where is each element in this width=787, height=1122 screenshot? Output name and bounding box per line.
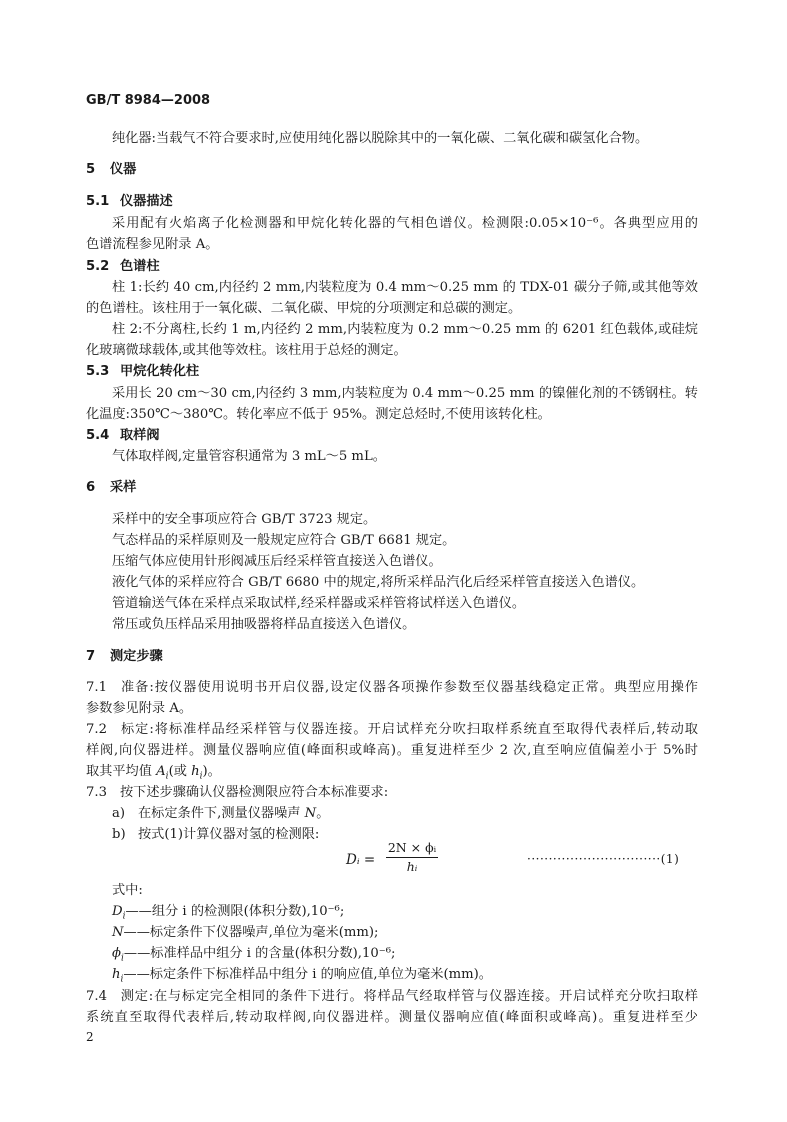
section-5-4-heading bbox=[86, 427, 160, 444]
definition-line: $\phi_i——$标准样品中组分 i 的含量(体积分数),10⁻⁶; bbox=[112, 946, 396, 964]
paragraph-line: 采用配有火焰离子化检测器和甲烷化转化器的气相色谱仪。检测限:0.05×10⁻⁶。各典型应用的 bbox=[112, 216, 698, 231]
section-5-1-heading bbox=[86, 193, 173, 210]
sampling-line: 气态样品的采样原则及一般规定应符合 GB/T 6681 规定。 bbox=[112, 533, 456, 548]
equation-number: ·······························(1) bbox=[527, 852, 680, 866]
formula-lhs: Dᵢ = bbox=[346, 852, 376, 868]
section-5-heading bbox=[86, 161, 136, 178]
sampling-line: 采样中的安全事项应符合 GB/T 3723 规定。 bbox=[112, 512, 377, 527]
symbol-h: h bbox=[191, 764, 200, 779]
section-number: 5.3 bbox=[86, 364, 110, 379]
paragraph-line: 系统直至取得代表样后,转动取样阀,向仪器进样。测量仪器响应值(峰面积或峰高)。重复进样至少 bbox=[86, 1010, 698, 1025]
section-number: 5.4 bbox=[86, 428, 110, 443]
section-title: 甲烷化转化柱 bbox=[120, 364, 200, 379]
purifier-paragraph: 纯化器:当载气不符合要求时,应使用纯化器以脱除其中的一氧化碳、二氧化碳和碳氢化合物。 bbox=[112, 131, 649, 146]
paragraph-line: 柱 2:不分离柱,长约 1 m,内径约 2 mm,内装粒度为 0.2 mm～0.25 mm 的 6201 红色载体,或硅烷 bbox=[112, 322, 698, 337]
definition-line: $D_i——$组分 i 的检测限(体积分数),10⁻⁶; bbox=[112, 904, 345, 922]
list-item-a: a) 在标定条件下,测量仪器噪声 N。 bbox=[112, 806, 330, 821]
formula-denominator: hᵢ bbox=[406, 859, 418, 874]
section-title: 色谱柱 bbox=[120, 259, 160, 274]
where-intro: 式中: bbox=[112, 883, 143, 898]
section-title: 取样阀 bbox=[120, 428, 160, 443]
paragraph-line: 参数参见附录 A。 bbox=[86, 701, 193, 716]
section-number: 7 bbox=[86, 649, 96, 664]
section-6-heading bbox=[86, 479, 136, 496]
formula-numerator: 2N × ϕᵢ bbox=[387, 840, 437, 855]
section-number: 7.3 bbox=[86, 785, 107, 800]
paragraph-line bbox=[86, 721, 698, 738]
list-text: 在标定条件下,测量仪器噪声 bbox=[138, 806, 305, 821]
paragraph-line bbox=[86, 784, 388, 801]
section-5-3-heading bbox=[86, 363, 199, 380]
paragraph-text: 测定:在与标定完全相同的条件下进行。将样品气经取样管与仪器连接。开启试样充分吹扫取样 bbox=[120, 989, 698, 1004]
paragraph-line: 取其平均值 $A_i$(或 $h_i$)。 bbox=[86, 764, 221, 782]
definition-line: $h_i——$标定条件下标准样品中组分 i 的响应值,单位为毫米(mm)。 bbox=[112, 967, 492, 985]
symbol-a: A bbox=[156, 764, 166, 779]
paragraph-line: 的色谱柱。该柱用于一氧化碳、二氧化碳、甲烷的分项测定和总碳的测定。 bbox=[86, 301, 522, 316]
section-number: 7.2 bbox=[86, 722, 107, 737]
section-number: 5.1 bbox=[86, 194, 110, 209]
section-title: 仪器描述 bbox=[120, 194, 173, 209]
definition-text: ——标定条件下仪器噪声,单位为毫米(mm); bbox=[123, 925, 379, 940]
section-title: 采样 bbox=[110, 480, 137, 495]
fraction-bar bbox=[386, 857, 438, 858]
section-7-heading bbox=[86, 648, 163, 665]
section-5-2-heading bbox=[86, 258, 160, 275]
list-text: 按式(1)计算仪器对氢的检测限: bbox=[138, 827, 320, 842]
section-number: 5 bbox=[86, 162, 96, 177]
section-number: 7.4 bbox=[86, 989, 107, 1004]
list-item-b bbox=[112, 826, 319, 843]
paragraph-text: 按下述步骤确认仪器检测限应符合本标准要求: bbox=[120, 785, 389, 800]
paragraph-line: 柱 1:长约 40 cm,内径约 2 mm,内装粒度为 0.4 mm～0.25 mm 的 TDX-01 碳分子筛,或其他等效 bbox=[112, 280, 698, 295]
standard-code: GB/T 8984—2008 bbox=[86, 93, 211, 108]
section-number: 6 bbox=[86, 480, 96, 495]
sampling-line: 常压或负压样品采用抽吸器将样品直接送入色谱仪。 bbox=[112, 617, 416, 632]
paragraph-line: 色谱流程参见附录 A。 bbox=[86, 237, 219, 252]
section-title: 测定步骤 bbox=[110, 649, 163, 664]
sampling-line: 液化气体的采样应符合 GB/T 6680 中的规定,将所采样品汽化后经采样管直接送入色谱仪。 bbox=[112, 575, 645, 590]
paragraph-line: 气体取样阀,定量管容积通常为 3 mL～5 mL。 bbox=[112, 449, 386, 464]
section-number: 7.1 bbox=[86, 680, 107, 695]
sampling-line: 压缩气体应使用针形阀减压后经采样管直接送入色谱仪。 bbox=[112, 554, 442, 569]
definition-line: N——标定条件下仪器噪声,单位为毫米(mm); bbox=[112, 925, 379, 940]
paragraph-text: 取其平均值 bbox=[86, 764, 157, 779]
section-title: 仪器 bbox=[110, 162, 137, 177]
paragraph-text: (或 bbox=[168, 764, 192, 779]
section-number: 5.2 bbox=[86, 259, 110, 274]
paragraph-line: 样阀,向仪器进样。测量仪器响应值(峰面积或峰高)。重复进样至少 2 次,直至响应值偏差小于 5%时 bbox=[86, 743, 698, 758]
paragraph-line bbox=[86, 988, 698, 1005]
paragraph-line: 采用长 20 cm～30 cm,内径约 3 mm,内装粒度为 0.4 mm～0.25 mm 的镍催化剂的不锈钢柱。转 bbox=[112, 386, 698, 401]
definition-text: ——标定条件下标准样品中组分 i 的响应值,单位为毫米(mm)。 bbox=[123, 967, 492, 982]
paragraph-line: 化玻璃微球载体,或其他等效柱。该柱用于总烃的测定。 bbox=[86, 343, 407, 358]
formula-fraction bbox=[386, 840, 438, 875]
definition-text: ——组分 i 的检测限(体积分数),10⁻⁶; bbox=[125, 904, 345, 919]
page-number: 2 bbox=[86, 1030, 94, 1044]
paragraph-text: )。 bbox=[202, 764, 221, 779]
definition-text: ——标准样品中组分 i 的含量(体积分数),10⁻⁶; bbox=[123, 946, 396, 961]
paragraph-line: 化温度:350℃～380℃。转化率应不低于 95%。测定总烃时,不使用该转化柱。 bbox=[86, 407, 551, 422]
paragraph-line bbox=[86, 679, 698, 696]
paragraph-text: 准备:按仪器使用说明书开启仪器,设定仪器各项操作参数至仪器基线稳定正常。典型应用操作 bbox=[120, 680, 698, 695]
sampling-line: 管道输送气体在采样点采取试样,经采样器或采样管将试样送入色谱仪。 bbox=[112, 596, 526, 611]
list-label: b) bbox=[112, 827, 126, 842]
list-label: a) bbox=[112, 806, 126, 821]
paragraph-text: 标定:将标准样品经采样管与仪器连接。开启试样充分吹扫取样系统直至取得代表样后,转动取 bbox=[120, 722, 698, 737]
